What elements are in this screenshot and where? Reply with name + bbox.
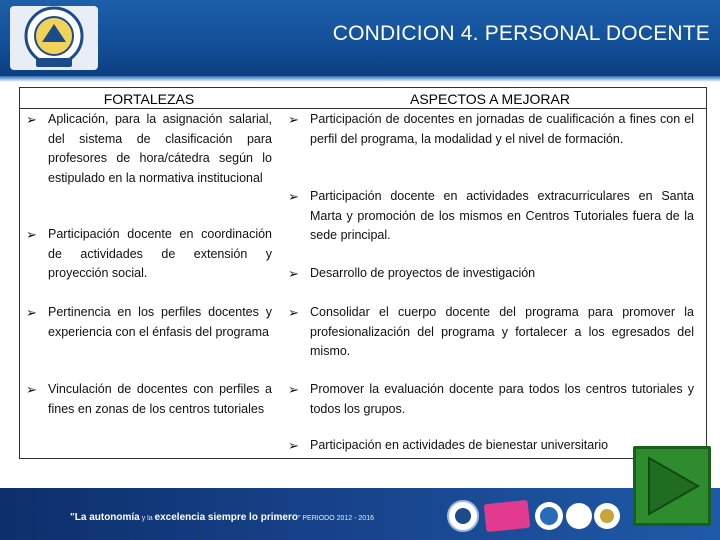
fortaleza-item: ➢ Pertinencia en los perfiles docentes y experiencia con el énfasis del programa	[26, 305, 272, 339]
arrow-bullet-icon: ➢	[26, 112, 37, 127]
fortaleza-item: ➢ Aplicación, para la asignación salarial, del sistema de clasificación para profesores de hora/cátedra según lo estipulado en la normativa institucional	[26, 112, 272, 185]
aspecto-item: ➢ Participación en actividades de bienestar universitario	[288, 436, 694, 456]
fortaleza-item: ➢ Vinculación de docentes con perfiles a fines en zonas de los centros tutoriales	[26, 382, 272, 416]
aspecto-item: ➢ Promover la evaluación docente para todos los centros tutoriales y todos los grupos.	[288, 382, 694, 416]
column-heading-aspectos: ASPECTOS A MEJORAR	[409, 91, 570, 107]
arrow-bullet-icon: ➢	[26, 227, 37, 242]
aspecto-item: ➢ Participación de docentes en jornadas de cualificación a fines con el perfil del programa, la modalidad y el nivel de formación.	[288, 112, 694, 146]
aspecto-item: ➢ Consolidar el cuerpo docente del programa para promover la profesionalización del programa y fortalecer a los egresados del mismo.	[288, 305, 694, 358]
play-button[interactable]	[633, 446, 711, 526]
aspecto-item: ➢ Participación docente en actividades extracurriculares en Santa Marta y promoción de los mismos en Centros Tutoriales fuera de la sede principal.	[288, 189, 694, 242]
arrow-bullet-icon: ➢	[26, 305, 37, 320]
university-seal-icon	[6, 2, 102, 74]
arrow-bullet-icon: ➢	[288, 266, 299, 281]
arrow-bullet-icon: ➢	[288, 305, 299, 320]
accreditation-logos-icon	[445, 494, 635, 538]
arrow-bullet-icon: ➢	[288, 189, 299, 204]
play-icon	[636, 449, 708, 523]
column-heading-fortalezas: FORTALEZAS	[103, 91, 195, 107]
arrow-bullet-icon: ➢	[288, 382, 299, 397]
header-strip	[0, 76, 720, 82]
arrow-bullet-icon: ➢	[288, 112, 299, 127]
arrow-bullet-icon: ➢	[288, 438, 299, 453]
fortaleza-item: ➢ Participación docente en coordinación de actividades de extensión y proyección social.	[26, 227, 272, 280]
footer-slogan: "La autonomía y la excelencia siempre lo primero" PERIODO 2012 - 2016	[70, 512, 374, 523]
aspecto-item: ➢ Desarrollo de proyectos de investigación	[288, 264, 694, 284]
header-divider	[19, 108, 707, 109]
page-title: CONDICION 4. PERSONAL DOCENTE	[332, 22, 710, 45]
arrow-bullet-icon: ➢	[26, 382, 37, 397]
